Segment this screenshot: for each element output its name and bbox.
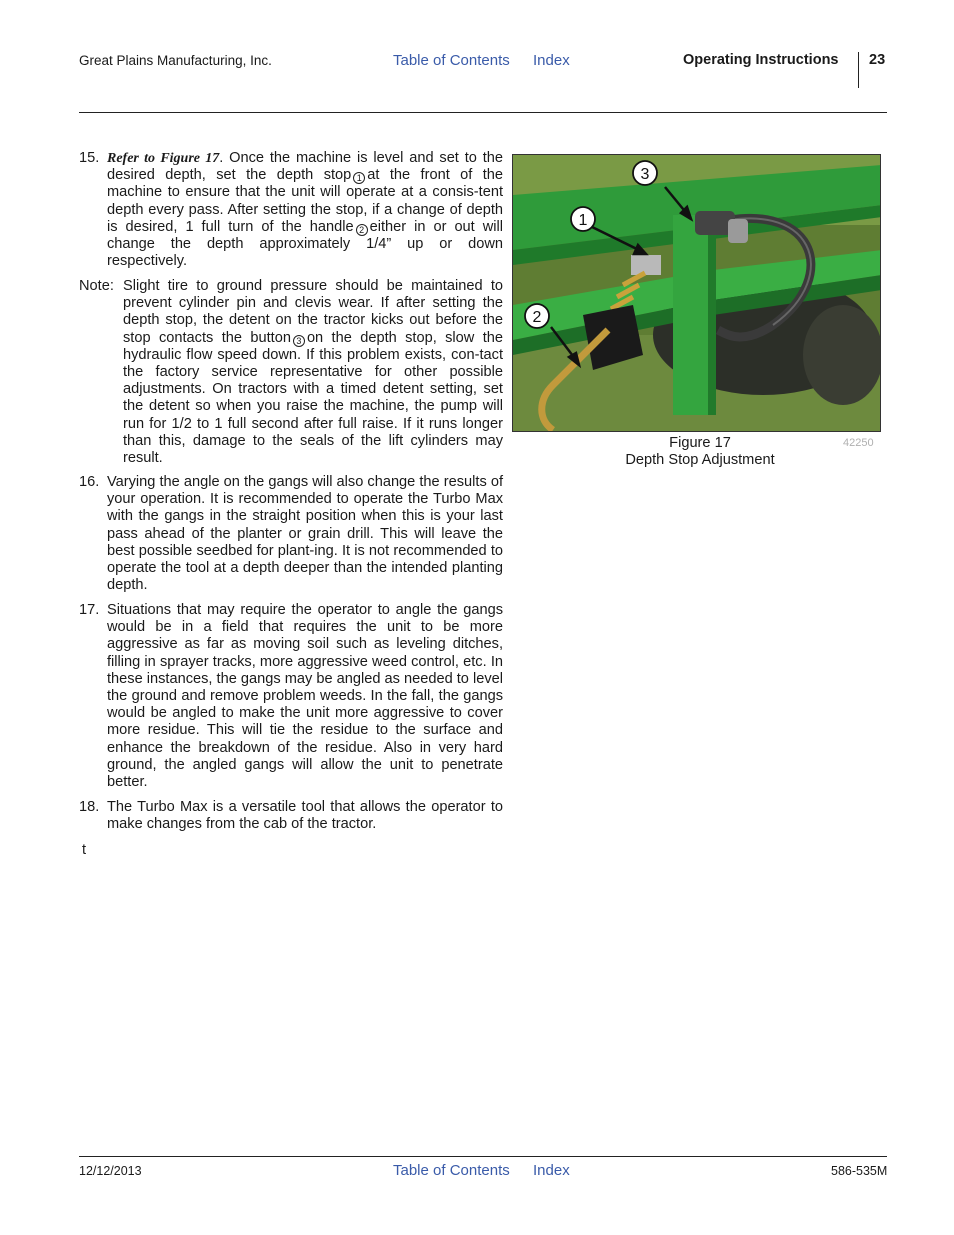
photo-callout-2: 2	[532, 309, 542, 326]
figure-number: Figure 17	[669, 435, 731, 451]
callout-2-badge: 2	[356, 224, 368, 236]
step-16	[79, 474, 503, 594]
depth-stop-photo-illustration	[513, 155, 881, 432]
text-run: Slight tire to ground pressure should be maintained to prevent cylinder pin and clevis wear. If after setting the depth stop, the detent on the tractor kicks out before the stop contacts the button	[123, 278, 503, 346]
figure-title: Depth Stop Adjustment	[625, 452, 775, 468]
step-number: 16.	[79, 474, 100, 490]
header-rule	[79, 112, 887, 113]
page-number: 23	[869, 52, 886, 68]
callout-3-badge: 3	[293, 335, 305, 347]
step-text: Situations that may require the operator to angle the gangs would be in a field that requires the unit to be more aggressive as far as moving soil such as leveling ditches, filling in sprayer tracks, more aggressive weed control, etc. In these instances, the gangs may be angled as needed to level the ground and remove problem weeds. In the fall, the gangs would be angled to make the unit more aggressive to cover more residue. This will tie the residue to the surface and enhance the breakdown of the residue. Also in very hard ground, the angled gangs will allow the unit to penetrate better.	[107, 602, 503, 791]
footer-toc-link[interactable]: Table of Contents	[393, 1162, 510, 1179]
footer-index-link[interactable]: Index	[533, 1162, 570, 1179]
step-text: Varying the angle on the gangs will also change the results of your operation. It is recommended to operate the Turbo Max with the gangs in the straight position when this is your last pass ahead of the planter or grain drill. This will leave the best possible seedbed for plant-ing. It is not recommended to operate the tool at a depth deeper than the intended planting depth.	[107, 474, 503, 594]
note-text	[123, 278, 503, 467]
text-run: . Once the machine is level and set to the desired depth, set the depth stop	[107, 150, 503, 184]
footer-rule	[79, 1156, 887, 1157]
footer-doc-number: 586-535M	[831, 1164, 888, 1178]
step-number: 18.	[79, 799, 100, 815]
step-number: 17.	[79, 602, 100, 618]
photo-callout-3: 3	[640, 166, 650, 183]
step-text: The Turbo Max is a versatile tool that allows the operator to make changes from the cab of the tractor.	[107, 799, 503, 833]
photo-callout-1: 1	[578, 212, 588, 229]
company-name: Great Plains Manufacturing, Inc.	[79, 53, 272, 68]
stray-character: t	[82, 842, 87, 858]
figure-photo	[512, 154, 881, 432]
header-divider	[858, 52, 859, 88]
step-18	[79, 799, 503, 833]
figure-image-id: 42250	[843, 437, 874, 449]
note-label: Note:	[79, 278, 114, 294]
text-run: on the depth stop, slow the hydraulic flow speed down. If this problem exists, con-tact the factory service representative for other possible adjustments. On tractors with a timed detent setting, set the detent so when you raise the machine, the pump will run for 1/2 to 1 full second after full raise. If it runs longer than this, damage to the seals of the lift cylinders may result.	[123, 329, 503, 467]
footer-date: 12/12/2013	[79, 1164, 142, 1178]
header-toc-link[interactable]: Table of Contents	[393, 52, 510, 69]
header-index-link[interactable]: Index	[533, 52, 570, 69]
note-block	[79, 278, 503, 467]
text-run: either in or out will change the depth approximately 1/4” up or down respectively.	[107, 218, 503, 270]
callout-1-badge: 1	[353, 172, 365, 184]
step-17	[79, 602, 503, 791]
step-number: 15.	[79, 150, 100, 166]
text-run: at the front of the machine to ensure that the unit will operate at a consis-tent depth every pass. After setting the stop, if a change of depth is desired, 1 full turn of the handle	[107, 167, 504, 235]
step-15	[79, 150, 503, 270]
figure-reference[interactable]: Refer to Figure 17	[107, 151, 220, 166]
section-title: Operating Instructions	[683, 52, 839, 68]
step-text	[107, 150, 503, 270]
